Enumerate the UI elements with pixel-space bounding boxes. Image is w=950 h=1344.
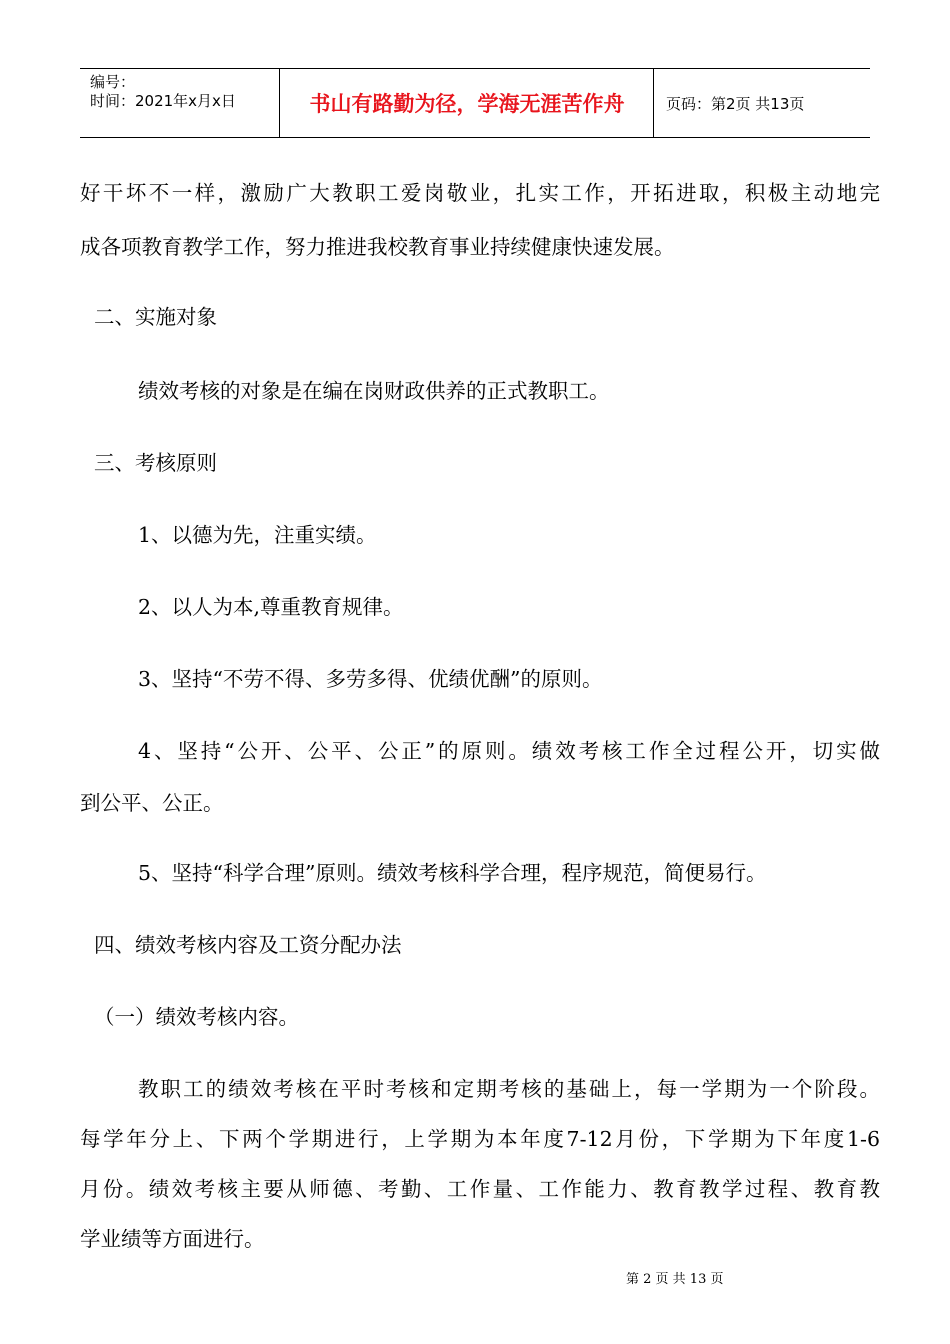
- body-paragraph-line: 教职工的绩效考核在平时考核和定期考核的基础上，每一学期为一个阶段。: [138, 1077, 880, 1101]
- body-paragraph-line: 月份。绩效考核主要从师德、考勤、工作量、工作能力、教育教学过程、教育教: [80, 1177, 880, 1201]
- document-number-label: 编号：: [90, 73, 136, 91]
- body-paragraph-line: 学业绩等方面进行。: [80, 1227, 265, 1251]
- list-item: 2、以人为本,尊重教育规律。: [138, 595, 404, 619]
- header-page-info: 页码：第2页 共13页: [666, 94, 805, 113]
- list-item: 4、坚持“公开、公平、公正”的原则。绩效考核工作全过程公开，切实做: [138, 739, 880, 763]
- body-paragraph-line: 好干坏不一样，激励广大教职工爱岗敬业，扎实工作，开拓进取，积极主动地完: [80, 181, 880, 205]
- body-paragraph-line: 绩效考核的对象是在编在岗财政供养的正式教职工。: [138, 379, 610, 403]
- header-motto: 书山有路勤为径，学海无涯苦作舟: [281, 69, 654, 137]
- body-paragraph-line: 成各项教育教学工作，努力推进我校教育事业持续健康快速发展。: [80, 235, 675, 259]
- header-meta: [80, 69, 280, 137]
- section-heading: 二、实施对象: [94, 305, 217, 329]
- body-paragraph-line: 每学年分上、下两个学期进行，上学期为本年度7-12月份，下学期为下年度1-6: [80, 1127, 880, 1151]
- section-heading: 四、绩效考核内容及工资分配办法: [94, 933, 402, 957]
- section-heading: 三、考核原则: [94, 451, 217, 475]
- page-footer: 第 2 页 共 13 页: [626, 1272, 724, 1287]
- document-time-label: 时间：2021年x月x日: [90, 92, 236, 110]
- subsection-heading: （一）绩效考核内容。: [94, 1005, 299, 1029]
- list-item: 1、以德为先，注重实绩。: [138, 523, 377, 547]
- list-item: 5、坚持“科学合理”原则。绩效考核科学合理，程序规范，简便易行。: [138, 861, 767, 885]
- list-item-continuation: 到公平、公正。: [80, 791, 224, 815]
- page-header: [80, 68, 870, 138]
- list-item: 3、坚持“不劳不得、多劳多得、优绩优酬”的原则。: [138, 667, 603, 691]
